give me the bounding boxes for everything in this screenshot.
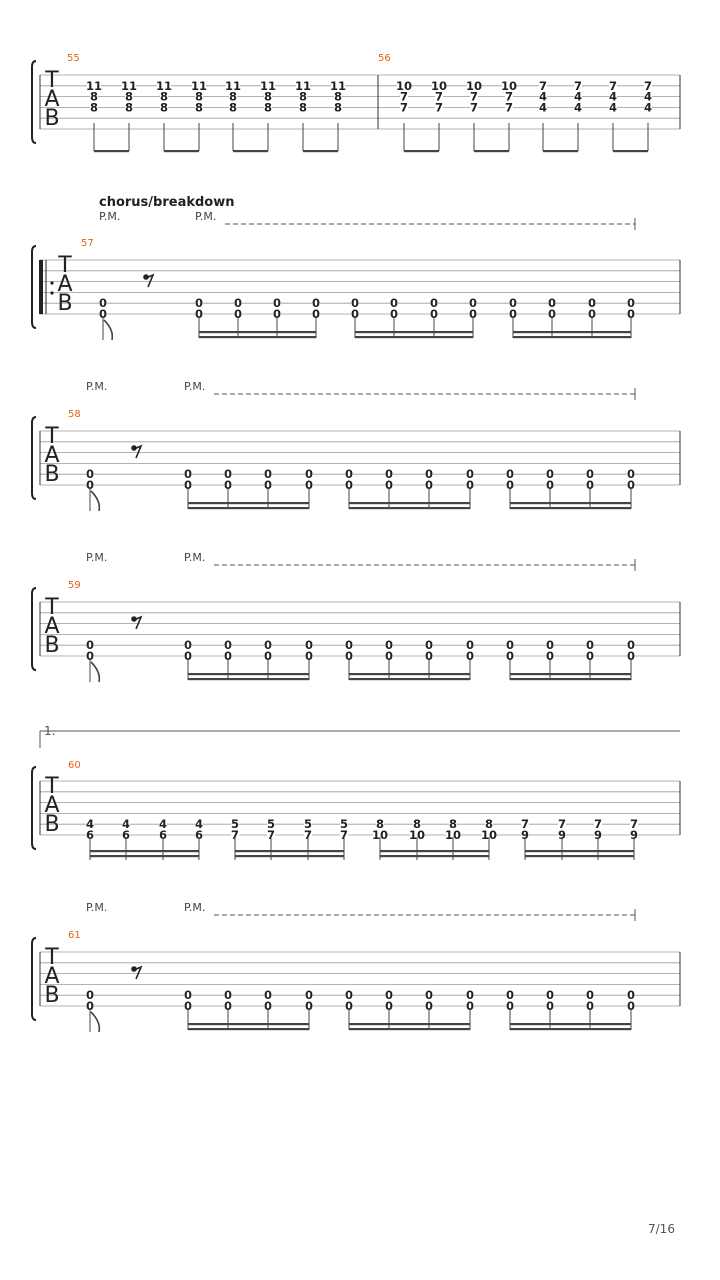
beam <box>355 336 473 338</box>
fret-number: 5 <box>266 817 276 832</box>
tab-clef-letter: T <box>58 253 72 278</box>
fret-number: 0 <box>85 999 95 1013</box>
fret-number: 0 <box>465 999 475 1013</box>
fret-number: 0 <box>505 999 515 1013</box>
fret-number: 7 <box>504 100 514 115</box>
beam <box>349 502 470 504</box>
fret-number: 0 <box>585 467 595 482</box>
fret-number: 0 <box>350 307 360 321</box>
system-bracket <box>32 417 36 499</box>
fret-number: 4 <box>573 89 583 104</box>
fret-number: 0 <box>183 638 193 653</box>
tab-clef-letter: B <box>44 105 60 131</box>
fret-number: 0 <box>508 307 518 321</box>
fret-number: 0 <box>311 307 321 321</box>
fret-number: 0 <box>223 478 233 492</box>
fret-number: 0 <box>194 296 204 311</box>
beam <box>188 502 309 504</box>
fret-number: 0 <box>465 988 475 1003</box>
beam <box>349 1023 470 1025</box>
beam <box>510 673 631 675</box>
tab-clef-letter: A <box>57 271 73 297</box>
fret-number: 0 <box>626 649 636 663</box>
fret-number: 8 <box>333 100 343 115</box>
fret-number: 10 <box>408 828 426 842</box>
note-flag <box>91 1012 99 1032</box>
beam <box>349 1028 470 1030</box>
fret-number: 7 <box>504 89 514 104</box>
fret-number: 6 <box>85 828 95 842</box>
palm-mute-label: P.M. <box>184 380 206 393</box>
fret-number: 0 <box>545 638 555 653</box>
system-bracket <box>32 767 36 849</box>
fret-number: 6 <box>158 828 168 842</box>
fret-number: 7 <box>573 78 583 93</box>
fret-number: 0 <box>344 638 354 653</box>
fret-number: 8 <box>194 89 204 104</box>
fret-number: 0 <box>585 988 595 1003</box>
fret-number: 5 <box>339 817 349 832</box>
fret-number: 10 <box>444 828 462 842</box>
palm-mute-label: P.M. <box>86 380 108 393</box>
fret-number: 0 <box>183 649 193 663</box>
fret-number: 10 <box>465 78 483 93</box>
fret-number: 0 <box>465 478 475 492</box>
fret-number: 0 <box>384 478 394 492</box>
beam <box>543 150 578 152</box>
fret-number: 4 <box>194 817 204 832</box>
fret-number: 0 <box>304 999 314 1013</box>
fret-number: 0 <box>350 296 360 311</box>
tab-clef-letter: A <box>44 86 60 112</box>
fret-number: 0 <box>508 296 518 311</box>
measure-number: 56 <box>378 53 391 64</box>
fret-number: 5 <box>230 817 240 832</box>
fret-number: 0 <box>183 988 193 1003</box>
fret-number: 0 <box>505 467 515 482</box>
fret-number: 0 <box>424 467 434 482</box>
measure-number: 58 <box>68 409 81 420</box>
fret-number: 0 <box>85 649 95 663</box>
beam <box>164 150 199 152</box>
tab-clef-letter: B <box>57 290 73 316</box>
fret-number: 0 <box>223 649 233 663</box>
page-number: 7/16 <box>648 1222 675 1236</box>
fret-number: 7 <box>399 100 409 115</box>
fret-number: 0 <box>389 296 399 311</box>
system-bracket <box>32 938 36 1020</box>
fret-number: 0 <box>585 649 595 663</box>
fret-number: 4 <box>121 817 131 832</box>
note-flag <box>91 491 99 511</box>
fret-number: 4 <box>573 100 583 115</box>
fret-number: 0 <box>424 649 434 663</box>
fret-number: 0 <box>311 296 321 311</box>
fret-number: 0 <box>384 638 394 653</box>
fret-number: 0 <box>223 999 233 1013</box>
beam <box>199 336 316 338</box>
fret-number: 0 <box>384 999 394 1013</box>
fret-number: 0 <box>263 999 273 1013</box>
fret-number: 0 <box>424 478 434 492</box>
fret-number: 4 <box>643 89 653 104</box>
tab-clef-letter: A <box>44 613 60 639</box>
fret-number: 8 <box>298 100 308 115</box>
fret-number: 7 <box>469 89 479 104</box>
fret-number: 0 <box>626 296 636 311</box>
fret-number: 7 <box>608 78 618 93</box>
beam <box>188 1028 309 1030</box>
fret-number: 0 <box>389 307 399 321</box>
eighth-rest <box>146 275 153 287</box>
fret-number: 7 <box>593 817 603 832</box>
fret-number: 7 <box>434 100 444 115</box>
fret-number: 6 <box>121 828 131 842</box>
fret-number: 7 <box>469 100 479 115</box>
palm-mute-label: P.M. <box>99 210 121 223</box>
tab-clef-letter: B <box>44 461 60 487</box>
fret-number: 8 <box>263 100 273 115</box>
beam <box>90 855 199 857</box>
tab-clef-letter: A <box>44 963 60 989</box>
beam <box>513 331 631 333</box>
fret-number: 11 <box>329 78 347 93</box>
fret-number: 0 <box>183 478 193 492</box>
fret-number: 9 <box>520 828 530 842</box>
fret-number: 0 <box>384 467 394 482</box>
fret-number: 7 <box>520 817 530 832</box>
fret-number: 0 <box>233 296 243 311</box>
fret-number: 0 <box>585 638 595 653</box>
fret-number: 11 <box>155 78 173 93</box>
fret-number: 0 <box>424 988 434 1003</box>
fret-number: 0 <box>85 467 95 482</box>
beam <box>199 331 316 333</box>
system-bracket <box>32 588 36 670</box>
fret-number: 0 <box>424 638 434 653</box>
fret-number: 4 <box>538 100 548 115</box>
fret-number: 0 <box>384 649 394 663</box>
palm-mute-label: P.M. <box>184 901 206 914</box>
fret-number: 0 <box>468 296 478 311</box>
fret-number: 11 <box>120 78 138 93</box>
fret-number: 0 <box>183 999 193 1013</box>
fret-number: 8 <box>484 817 494 832</box>
beam <box>349 678 470 680</box>
fret-number: 7 <box>339 828 349 842</box>
fret-number: 11 <box>224 78 242 93</box>
fret-number: 5 <box>303 817 313 832</box>
beam <box>474 150 509 152</box>
fret-number: 0 <box>626 988 636 1003</box>
fret-number: 10 <box>480 828 498 842</box>
fret-number: 0 <box>424 999 434 1013</box>
tab-clef-letter: B <box>44 632 60 658</box>
beam <box>303 150 338 152</box>
beam <box>188 507 309 509</box>
fret-number: 0 <box>505 478 515 492</box>
tab-clef-letter: T <box>45 424 59 449</box>
fret-number: 0 <box>304 638 314 653</box>
section-label: chorus/breakdown <box>99 195 235 210</box>
repeat-dot <box>50 291 53 294</box>
fret-number: 0 <box>626 478 636 492</box>
beam <box>233 150 268 152</box>
fret-number: 0 <box>344 478 354 492</box>
fret-number: 8 <box>194 100 204 115</box>
fret-number: 0 <box>223 638 233 653</box>
fret-number: 8 <box>159 100 169 115</box>
fret-number: 0 <box>505 649 515 663</box>
beam <box>513 336 631 338</box>
fret-number: 7 <box>538 78 548 93</box>
fret-number: 8 <box>263 89 273 104</box>
fret-number: 0 <box>304 988 314 1003</box>
beam <box>188 1023 309 1025</box>
fret-number: 0 <box>263 478 273 492</box>
beam <box>404 150 439 152</box>
palm-mute-label: P.M. <box>184 551 206 564</box>
fret-number: 0 <box>465 467 475 482</box>
fret-number: 0 <box>344 999 354 1013</box>
beam <box>235 850 344 852</box>
fret-number: 0 <box>194 307 204 321</box>
beam <box>188 673 309 675</box>
fret-number: 10 <box>395 78 413 93</box>
tab-clef-letter: A <box>44 792 60 818</box>
beam <box>349 507 470 509</box>
fret-number: 0 <box>272 296 282 311</box>
fret-number: 4 <box>538 89 548 104</box>
fret-number: 4 <box>608 89 618 104</box>
fret-number: 4 <box>85 817 95 832</box>
fret-number: 7 <box>399 89 409 104</box>
fret-number: 0 <box>304 467 314 482</box>
beam <box>510 1023 631 1025</box>
note-flag <box>104 320 112 340</box>
fret-number: 7 <box>303 828 313 842</box>
repeat-dot <box>50 281 53 284</box>
fret-number: 0 <box>304 649 314 663</box>
fret-number: 0 <box>344 467 354 482</box>
fret-number: 11 <box>294 78 312 93</box>
fret-number: 0 <box>223 988 233 1003</box>
fret-number: 0 <box>304 478 314 492</box>
fret-number: 0 <box>344 988 354 1003</box>
fret-number: 4 <box>158 817 168 832</box>
fret-number: 8 <box>124 100 134 115</box>
fret-number: 0 <box>223 467 233 482</box>
fret-number: 0 <box>505 988 515 1003</box>
eighth-rest <box>134 446 141 458</box>
palm-mute-label: P.M. <box>86 901 108 914</box>
fret-number: 0 <box>545 649 555 663</box>
fret-number: 0 <box>465 638 475 653</box>
fret-number: 7 <box>230 828 240 842</box>
fret-number: 0 <box>85 638 95 653</box>
fret-number: 0 <box>547 307 557 321</box>
tab-clef-letter: B <box>44 811 60 837</box>
beam <box>349 673 470 675</box>
fret-number: 8 <box>298 89 308 104</box>
fret-number: 8 <box>333 89 343 104</box>
palm-mute-label: P.M. <box>195 210 217 223</box>
fret-number: 0 <box>626 638 636 653</box>
fret-number: 7 <box>266 828 276 842</box>
beam <box>188 678 309 680</box>
fret-number: 0 <box>505 638 515 653</box>
fret-number: 4 <box>643 100 653 115</box>
volta-label: 1. <box>44 724 56 738</box>
fret-number: 10 <box>500 78 518 93</box>
fret-number: 11 <box>190 78 208 93</box>
fret-number: 0 <box>626 999 636 1013</box>
fret-number: 0 <box>344 649 354 663</box>
fret-number: 11 <box>85 78 103 93</box>
palm-mute-label: P.M. <box>86 551 108 564</box>
beam <box>510 678 631 680</box>
eighth-rest <box>134 617 141 629</box>
measure-number: 60 <box>68 760 81 771</box>
tab-clef-letter: B <box>44 982 60 1008</box>
fret-number: 10 <box>430 78 448 93</box>
beam <box>525 850 634 852</box>
fret-number: 0 <box>183 467 193 482</box>
beam <box>235 855 344 857</box>
fret-number: 10 <box>371 828 389 842</box>
beam <box>525 855 634 857</box>
measure-number: 55 <box>67 53 80 64</box>
fret-number: 0 <box>468 307 478 321</box>
system-bracket <box>32 61 36 143</box>
fret-number: 7 <box>434 89 444 104</box>
beam <box>90 850 199 852</box>
fret-number: 0 <box>545 478 555 492</box>
fret-number: 0 <box>263 638 273 653</box>
fret-number: 0 <box>465 649 475 663</box>
fret-number: 8 <box>375 817 385 832</box>
fret-number: 8 <box>159 89 169 104</box>
beam <box>613 150 648 152</box>
fret-number: 0 <box>272 307 282 321</box>
tab-clef-letter: T <box>45 68 59 93</box>
beam <box>510 1028 631 1030</box>
system-bracket <box>32 246 36 328</box>
note-flag <box>91 662 99 682</box>
fret-number: 0 <box>429 307 439 321</box>
fret-number: 0 <box>587 296 597 311</box>
fret-number: 0 <box>545 988 555 1003</box>
eighth-rest <box>134 967 141 979</box>
beam <box>380 855 489 857</box>
fret-number: 0 <box>233 307 243 321</box>
fret-number: 8 <box>228 89 238 104</box>
fret-number: 0 <box>545 467 555 482</box>
measure-number: 57 <box>81 238 94 249</box>
fret-number: 0 <box>263 649 273 663</box>
fret-number: 8 <box>448 817 458 832</box>
fret-number: 7 <box>629 817 639 832</box>
fret-number: 4 <box>608 100 618 115</box>
measure-number: 61 <box>68 930 81 941</box>
beam <box>510 502 631 504</box>
fret-number: 0 <box>384 988 394 1003</box>
fret-number: 0 <box>587 307 597 321</box>
fret-number: 0 <box>263 988 273 1003</box>
fret-number: 0 <box>626 467 636 482</box>
fret-number: 6 <box>194 828 204 842</box>
fret-number: 0 <box>585 999 595 1013</box>
fret-number: 9 <box>593 828 603 842</box>
measure-number: 59 <box>68 580 81 591</box>
fret-number: 11 <box>259 78 277 93</box>
fret-number: 0 <box>98 296 108 311</box>
fret-number: 7 <box>643 78 653 93</box>
tab-clef-letter: A <box>44 442 60 468</box>
fret-number: 0 <box>98 307 108 321</box>
fret-number: 8 <box>124 89 134 104</box>
beam <box>510 507 631 509</box>
beam <box>355 331 473 333</box>
fret-number: 8 <box>89 100 99 115</box>
beam <box>380 850 489 852</box>
fret-number: 0 <box>545 999 555 1013</box>
fret-number: 8 <box>412 817 422 832</box>
tab-clef-letter: T <box>45 595 59 620</box>
fret-number: 8 <box>89 89 99 104</box>
fret-number: 0 <box>585 478 595 492</box>
beam <box>94 150 129 152</box>
fret-number: 8 <box>228 100 238 115</box>
fret-number: 0 <box>85 988 95 1003</box>
repeat-thick-bar <box>39 260 43 314</box>
fret-number: 0 <box>85 478 95 492</box>
fret-number: 0 <box>626 307 636 321</box>
fret-number: 0 <box>263 467 273 482</box>
fret-number: 0 <box>547 296 557 311</box>
tab-clef-letter: T <box>45 945 59 970</box>
tab-clef-letter: T <box>45 774 59 799</box>
fret-number: 9 <box>557 828 567 842</box>
fret-number: 7 <box>557 817 567 832</box>
fret-number: 9 <box>629 828 639 842</box>
fret-number: 0 <box>429 296 439 311</box>
